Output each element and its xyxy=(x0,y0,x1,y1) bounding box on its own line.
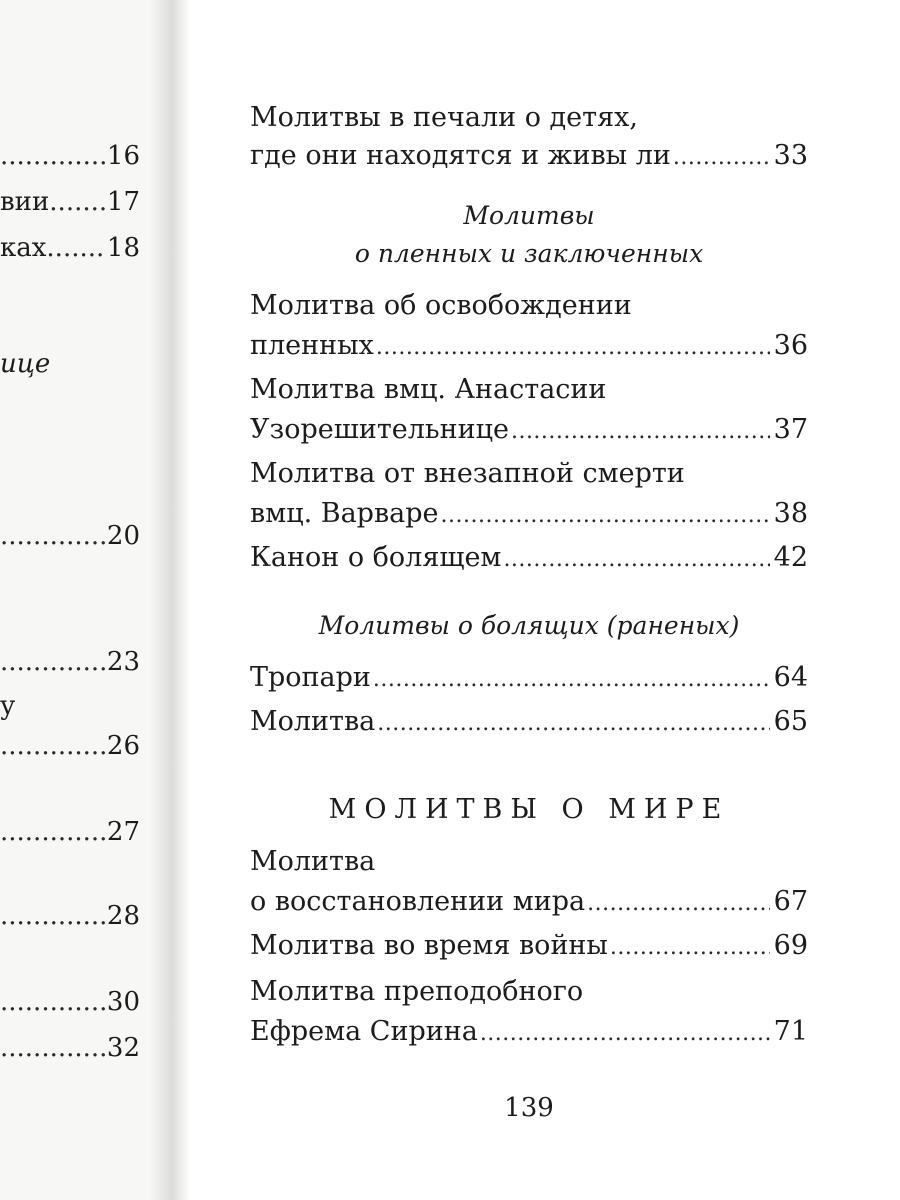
dot-leader xyxy=(0,516,105,556)
page-ref: 27 xyxy=(106,817,140,847)
dot-leader xyxy=(0,896,105,936)
dot-leader xyxy=(503,538,769,580)
section-heading: о пленных и заключенных xyxy=(354,239,704,268)
dot-leader xyxy=(0,726,105,766)
toc-entry-title: пленных xyxy=(250,330,374,361)
toc-entry xyxy=(250,926,808,966)
page-number: 139 xyxy=(504,1093,554,1123)
toc-entry xyxy=(0,896,140,936)
dot-leader xyxy=(441,494,770,536)
page-ref: 32 xyxy=(106,1033,140,1063)
dot-leader xyxy=(376,326,770,368)
section-heading: Молитвы xyxy=(463,201,595,230)
toc-entry-title: Узорешительнице xyxy=(250,414,509,445)
toc-entry-title: Ефрема Сирина xyxy=(250,1016,478,1047)
toc-entry xyxy=(0,726,140,766)
dot-leader xyxy=(587,882,770,924)
page-ref: 36 xyxy=(773,330,808,361)
page-ref: 26 xyxy=(106,731,140,761)
page-ref: 17 xyxy=(106,187,140,217)
page-ref: 28 xyxy=(106,901,140,931)
toc-entry xyxy=(250,882,808,922)
toc-entry-title-line: Молитва xyxy=(250,846,376,877)
dot-leader xyxy=(511,410,770,452)
toc-entry xyxy=(0,136,140,176)
page-ref: 69 xyxy=(773,930,808,961)
dot-leader xyxy=(0,642,105,682)
dot-leader xyxy=(373,658,770,700)
toc-entry-title-line: Молитва вмц. Анастасии xyxy=(250,374,607,405)
page-ref: 30 xyxy=(106,987,140,1017)
section-heading: Молитвы о болящих (раненых) xyxy=(318,611,740,640)
toc-entry-title-line: Молитва от внезапной смерти xyxy=(250,458,685,489)
toc-entry-title: Молитва xyxy=(250,706,376,737)
page-ref: 42 xyxy=(773,542,808,573)
book-gutter xyxy=(150,0,190,1200)
dot-leader xyxy=(0,812,105,852)
toc-entry-title-line: Молитва об освобождении xyxy=(250,290,632,321)
page-ref: 65 xyxy=(773,706,808,737)
toc-entry-title: где они находятся и живы ли xyxy=(250,140,671,171)
toc-entry xyxy=(0,516,140,556)
page-ref: 23 xyxy=(106,647,140,677)
toc-entry xyxy=(250,410,808,450)
toc-entry xyxy=(250,494,808,534)
toc-entry-title-line: Молитвы в печали о детях, xyxy=(250,102,638,133)
toc-entry-title-line: Молитва преподобного xyxy=(250,976,584,1007)
toc-entry xyxy=(250,538,808,578)
page-ref: 71 xyxy=(773,1016,808,1047)
toc-entry xyxy=(0,642,140,682)
toc-entry xyxy=(250,702,808,742)
toc-entry-title: о восстановлении мира xyxy=(250,886,586,917)
dot-leader xyxy=(46,228,104,268)
page-ref: 67 xyxy=(773,886,808,917)
toc-entry: вии ..... 17 xyxy=(0,182,140,222)
toc-entry-title: вмц. Варваре xyxy=(250,498,439,529)
page-ref: 33 xyxy=(773,140,808,171)
toc-entry: ках ..... 18 xyxy=(0,228,140,268)
dot-leader xyxy=(673,136,770,178)
toc-entry xyxy=(250,136,808,176)
page-ref: 16 xyxy=(106,141,140,171)
toc-entry xyxy=(250,1012,808,1052)
toc-entry xyxy=(0,982,140,1022)
section-heading-caps: МОЛИТВЫ О МИРЕ xyxy=(328,794,730,825)
page-ref: 64 xyxy=(773,662,808,693)
dot-leader xyxy=(0,1028,105,1068)
page-ref: 38 xyxy=(773,498,808,529)
toc-entry xyxy=(0,812,140,852)
toc-entry-title: Тропари xyxy=(250,662,371,693)
page-ref: 20 xyxy=(106,521,140,551)
dot-leader xyxy=(49,182,105,222)
dot-leader xyxy=(0,982,105,1022)
toc-entry xyxy=(0,1028,140,1068)
page-ref: 37 xyxy=(773,414,808,445)
toc-entry-title: Канон о болящем xyxy=(250,542,502,573)
toc-entry xyxy=(250,658,808,698)
page-ref: 18 xyxy=(106,233,140,263)
dot-leader xyxy=(377,702,769,744)
toc-entry xyxy=(250,326,808,366)
toc-entry-title: Молитва во время войны xyxy=(250,930,608,961)
dot-leader xyxy=(480,1012,770,1054)
section-fragment: ице xyxy=(0,349,51,379)
text-fragment: у xyxy=(0,691,16,721)
left-page xyxy=(0,0,170,1200)
dot-leader xyxy=(610,926,770,968)
dot-leader xyxy=(0,136,105,176)
